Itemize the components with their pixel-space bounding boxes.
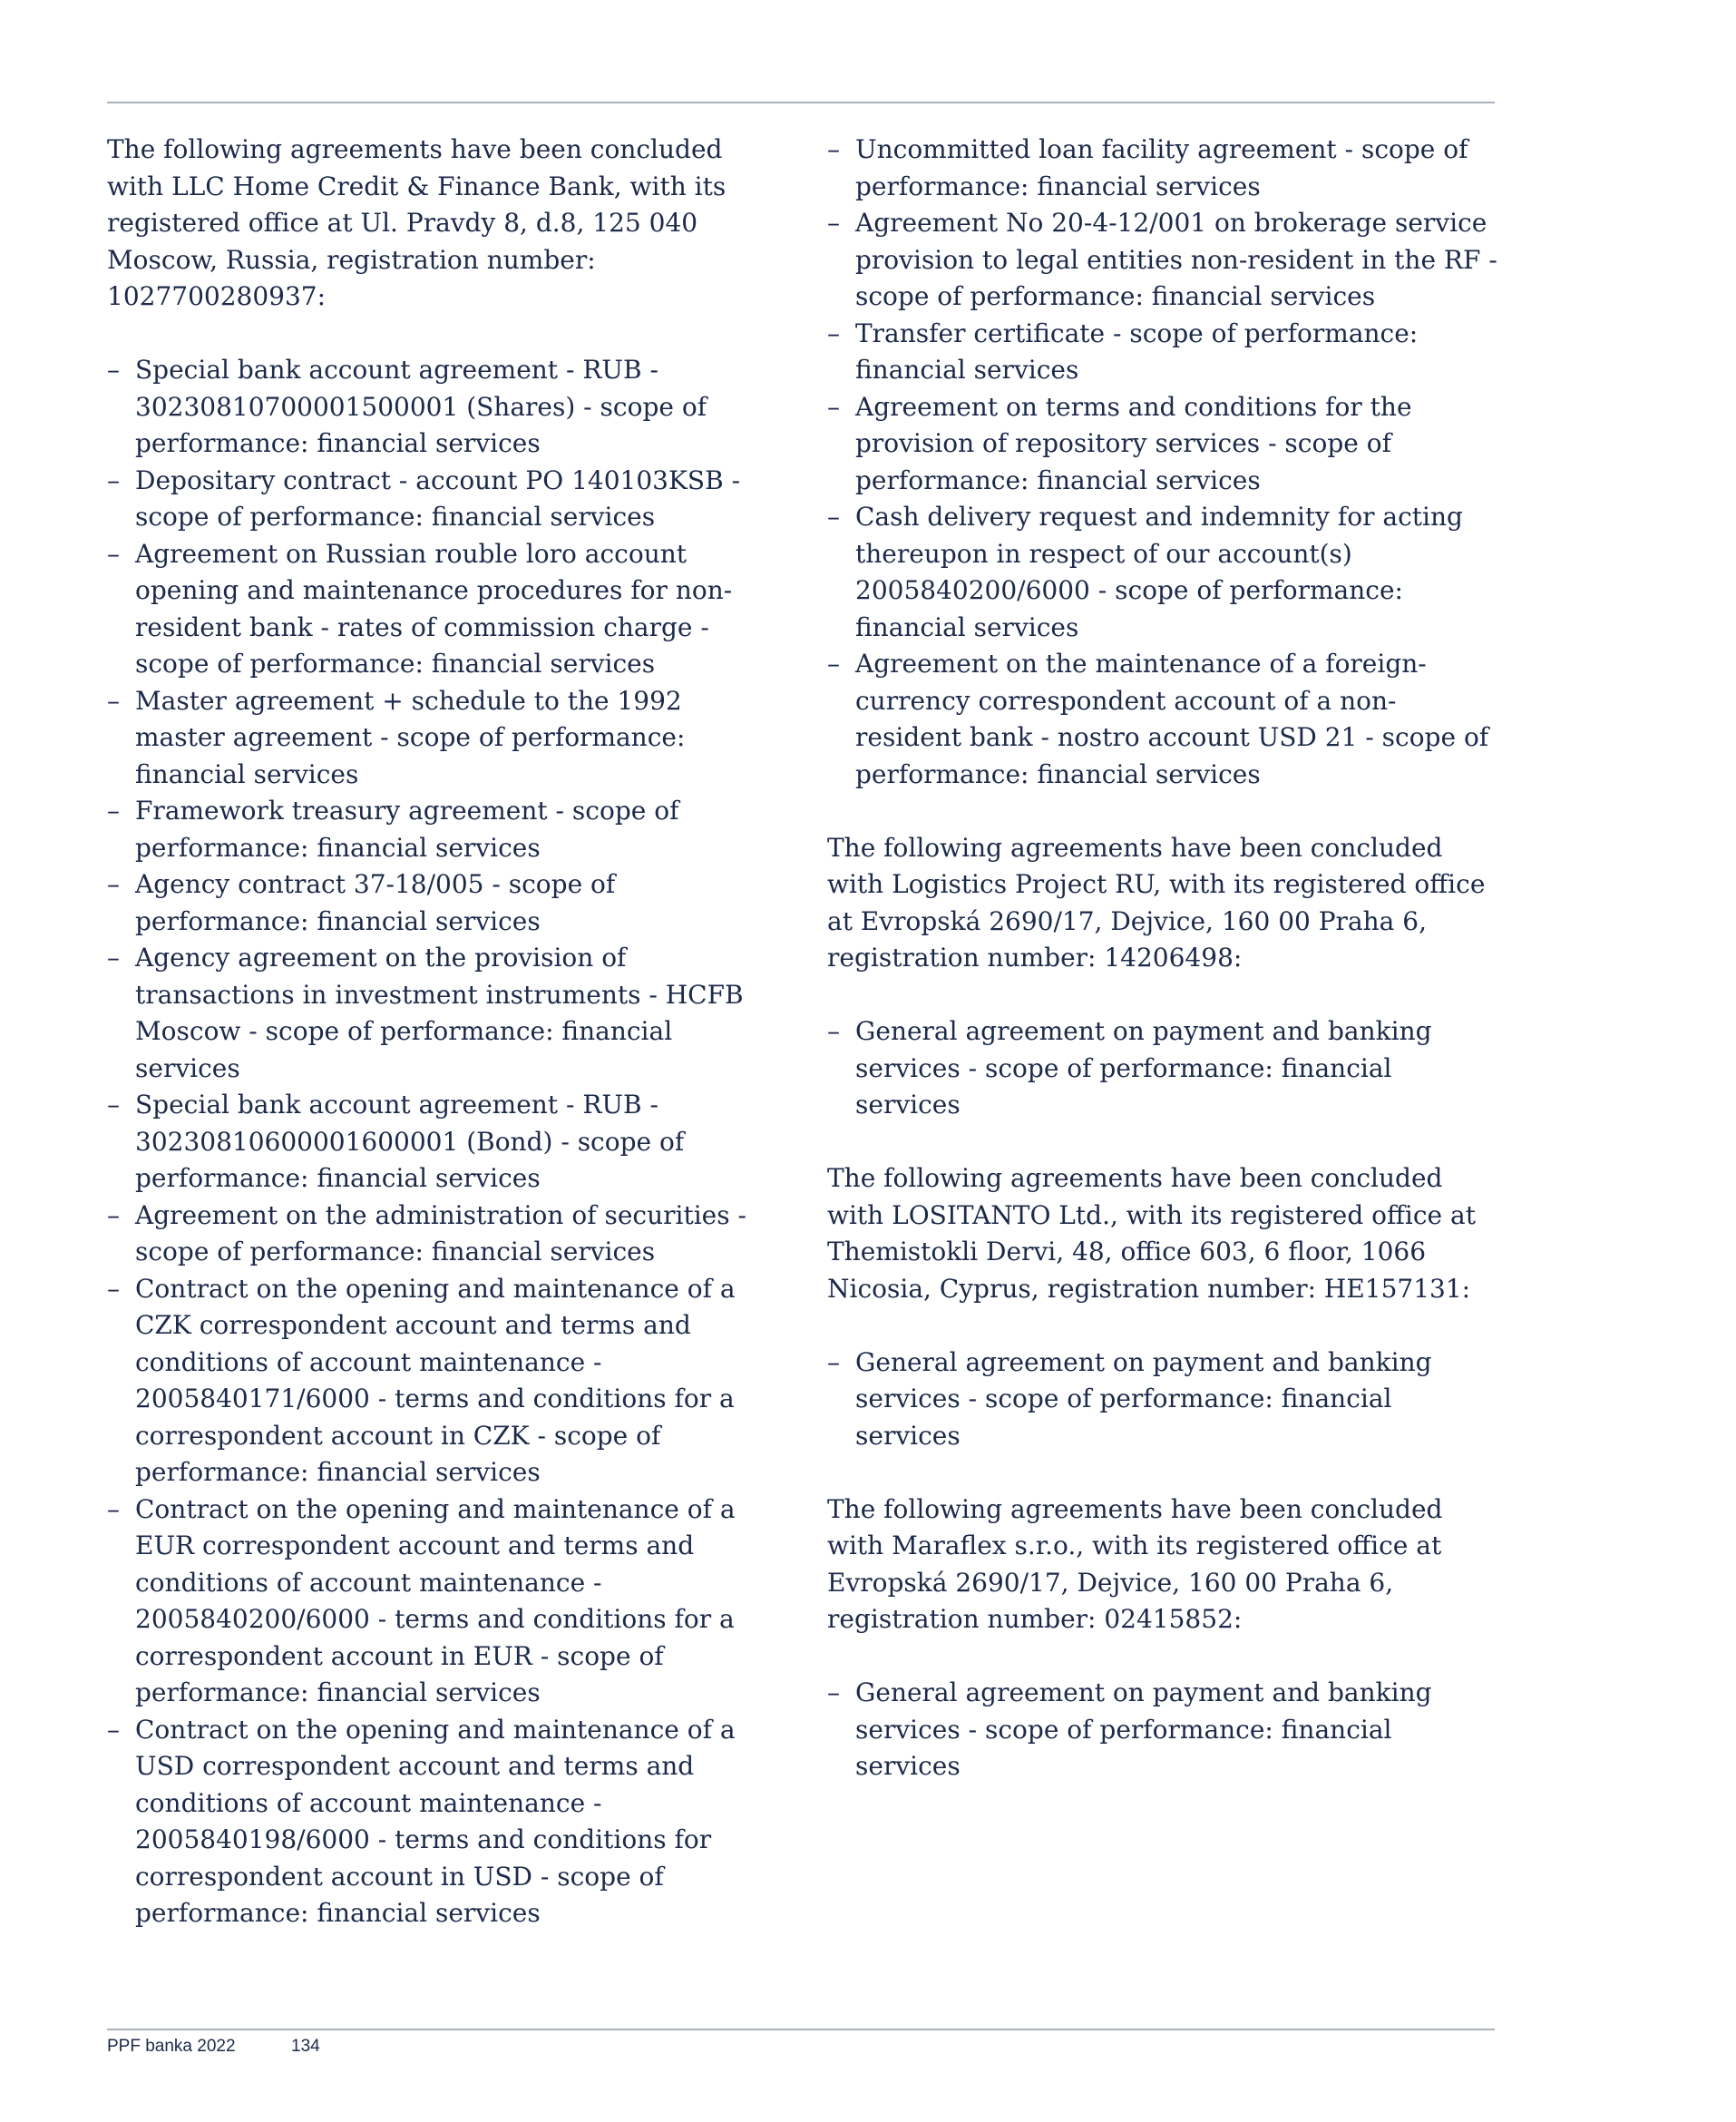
list-item: – Special bank account agreement - RUB - 30230810700001500001 (Shares) - scope of performance: financial services	[107, 352, 773, 463]
agreement-list-lositanto	[827, 1345, 1498, 1455]
agreement-list-maraflex	[827, 1675, 1498, 1785]
list-item: – Agency contract 37-18/005 - scope of performance: financial services	[107, 866, 773, 940]
list-item: – General agreement on payment and banking services - scope of performance: financial services	[827, 1013, 1498, 1124]
page-number: 134	[291, 2037, 320, 2056]
list-item: – Cash delivery request and indemnity for acting thereupon in respect of our account(s) 2005840200/6000 - scope of performance: financial services	[827, 499, 1498, 646]
section-intro-lositanto: The following agreements have been concluded with LOSITANTO Ltd., with its registered office at Themistokli Dervi, 48, office 603, 6 floor, 1066 Nicosia, Cyprus, registration number: HE157131:	[827, 1163, 1476, 1304]
list-item: – Agency agreement on the provision of transactions in investment instruments - HCFB Moscow - scope of performance: financial services	[107, 940, 773, 1087]
list-item: – Contract on the opening and maintenance of a EUR correspondent account and terms and conditions of account maintenance - 2005840200/6000 - terms and conditions for a correspondent account in EUR - scope of performance: financial services	[107, 1491, 773, 1712]
list-item: – Depositary contract - account PO 140103KSB - scope of performance: financial services	[107, 463, 773, 536]
list-item: – Agreement No 20-4-12/001 on brokerage service provision to legal entities non-resident in the RF - scope of performance: financial services	[827, 205, 1498, 316]
header-divider	[107, 102, 1495, 103]
list-item: – Uncommitted loan facility agreement - scope of performance: financial services	[827, 132, 1498, 205]
list-item: – Agreement on the administration of securities - scope of performance: financial services	[107, 1198, 773, 1271]
footer-document-title: PPF banka 2022	[107, 2037, 236, 2056]
right-column	[827, 132, 1498, 1785]
agreement-list-logistics-project	[827, 1013, 1498, 1124]
list-item: – Contract on the opening and maintenance of a USD correspondent account and terms and conditions of account maintenance - 2005840198/6000 - terms and conditions for correspondent account in USD - scope of performance: financial services	[107, 1712, 773, 1932]
list-item: – General agreement on payment and banking services - scope of performance: financial services	[827, 1345, 1498, 1455]
list-item: – Agreement on Russian rouble loro account opening and maintenance procedures for non-resident bank - rates of commission charge - scope of performance: financial services	[107, 536, 773, 683]
section-intro-logistics-project: The following agreements have been concluded with Logistics Project RU, with its registered office at Evropská 2690/17, Dejvice, 160 00 Praha 6, registration number: 14206498:	[827, 832, 1486, 973]
agreement-list-home-credit	[107, 352, 773, 1932]
list-item: – Agreement on terms and conditions for the provision of repository services - scope of performance: financial services	[827, 389, 1498, 500]
list-item: – General agreement on payment and banking services - scope of performance: financial services	[827, 1675, 1498, 1785]
list-item: – Contract on the opening and maintenance of a CZK correspondent account and terms and conditions of account maintenance - 2005840171/6000 - terms and conditions for a correspondent account in CZK - scope of performance: financial services	[107, 1271, 773, 1491]
list-item: – Agreement on the maintenance of a foreign-currency correspondent account of a non-resident bank - nostro account USD 21 - scope of performance: financial services	[827, 646, 1498, 793]
agreement-list-home-credit-continued	[827, 132, 1498, 793]
list-item: – Transfer certificate - scope of performance: financial services	[827, 316, 1498, 389]
left-column	[107, 132, 773, 1932]
list-item: – Special bank account agreement - RUB - 30230810600001600001 (Bond) - scope of performance: financial services	[107, 1087, 773, 1198]
list-item: – Framework treasury agreement - scope of performance: financial services	[107, 793, 773, 866]
list-item: – Master agreement + schedule to the 1992 master agreement - scope of performance: financial services	[107, 683, 773, 794]
footer-divider	[107, 2029, 1495, 2030]
section-intro-maraflex: The following agreements have been concluded with Maraflex s.r.o., with its registered office at Evropská 2690/17, Dejvice, 160 00 Praha 6, registration number: 02415852:	[827, 1493, 1443, 1634]
section-intro-home-credit: The following agreements have been concluded with LLC Home Credit & Finance Bank, with its registered office at Ul. Pravdy 8, d.8, 125 040 Moscow, Russia, registration number: 1027700280937:	[107, 134, 727, 311]
